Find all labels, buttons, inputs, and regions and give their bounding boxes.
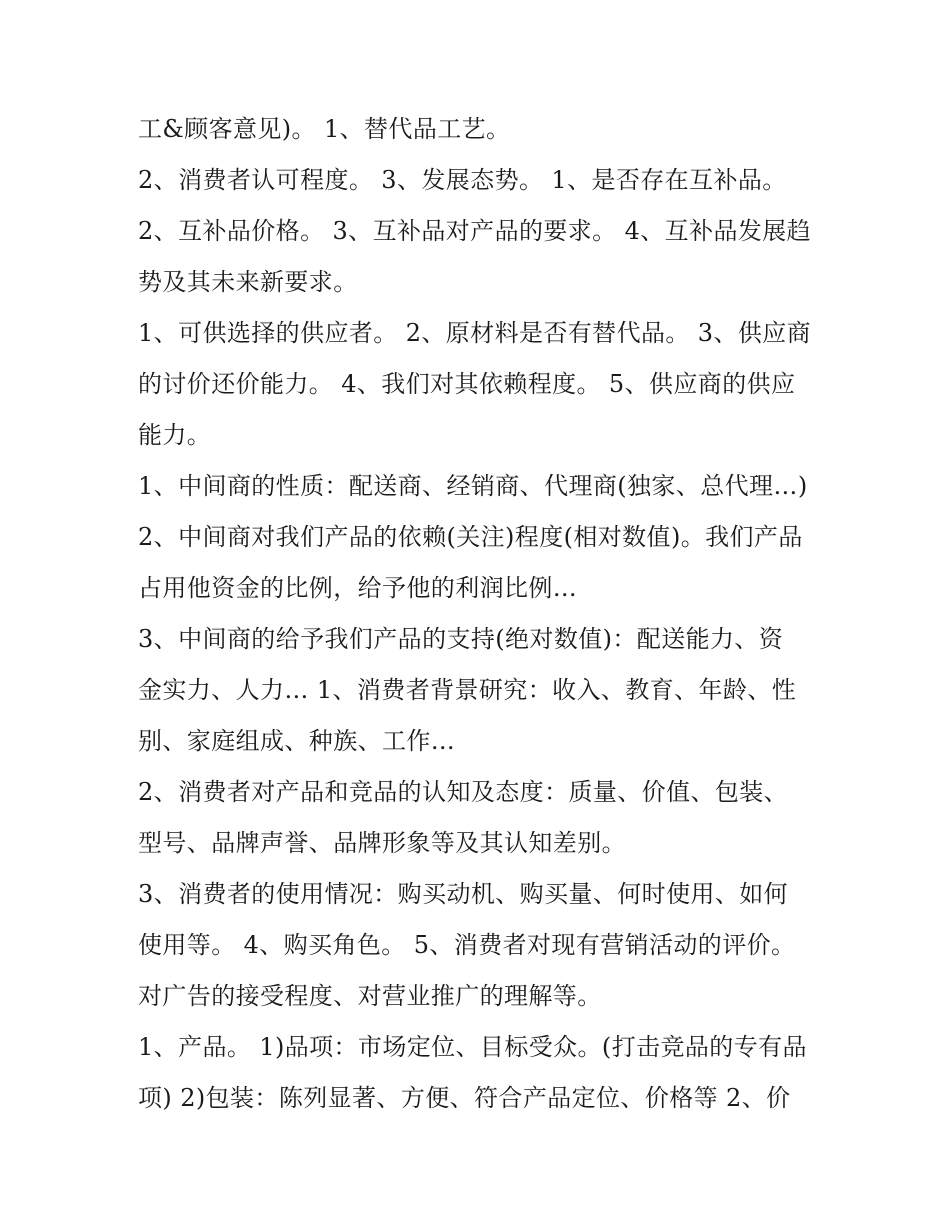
text-line: 别、家庭组成、种族、工作…	[138, 727, 456, 755]
text-line: 金实力、人力… 1、消费者背景研究：收入、教育、年龄、性	[138, 676, 797, 704]
text-line: 2、消费者认可程度。 3、发展态势。 1、是否存在互补品。	[138, 166, 787, 194]
text-line: 项) 2)包装：陈列显著、方便、符合产品定位、价格等 2、价	[138, 1084, 791, 1112]
text-line: 2、消费者对产品和竞品的认知及态度：质量、价值、包装、	[138, 778, 789, 806]
text-line: 工&顾客意见)。 1、替代品工艺。	[138, 115, 511, 143]
text-line: 3、消费者的使用情况：购买动机、购买量、何时使用、如何	[138, 880, 789, 908]
text-line: 能力。	[138, 421, 212, 449]
text-line: 1、可供选择的供应者。 2、原材料是否有替代品。 3、供应商	[138, 319, 812, 347]
text-line: 势及其未来新要求。	[138, 268, 358, 296]
text-line: 2、中间商对我们产品的依赖(关注)程度(相对数值)。我们产品	[138, 523, 803, 551]
text-line: 对广告的接受程度、对营业推广的理解等。	[138, 982, 602, 1010]
text-line: 占用他资金的比例，给予他的利润比例…	[138, 574, 578, 602]
text-line: 型号、品牌声誉、品牌形象等及其认知差别。	[138, 829, 626, 857]
text-line: 使用等。 4、购买角色。 5、消费者对现有营销活动的评价。	[138, 931, 796, 959]
text-line: 1、产品。 1)品项：市场定位、目标受众。(打击竞品的专有品	[138, 1033, 807, 1061]
text-line: 3、中间商的给予我们产品的支持(绝对数值)：配送能力、资	[138, 625, 784, 653]
text-line: 2、互补品价格。 3、互补品对产品的要求。 4、互补品发展趋	[138, 217, 812, 245]
text-line: 1、中间商的性质：配送商、经销商、代理商(独家、总代理…)	[138, 472, 808, 500]
text-line: 的讨价还价能力。 4、我们对其依赖程度。 5、供应商的供应	[138, 370, 796, 398]
